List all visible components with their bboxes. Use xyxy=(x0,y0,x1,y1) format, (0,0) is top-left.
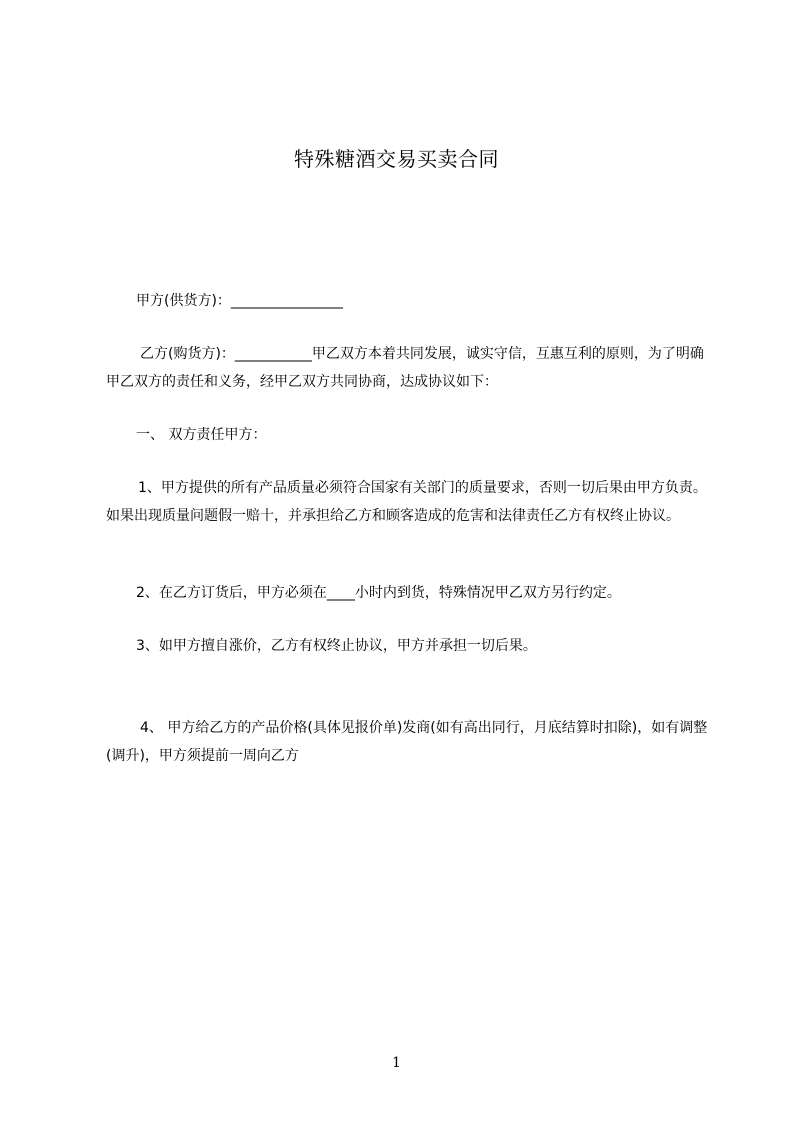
section-one-heading: 一、 双方责任甲方： xyxy=(136,427,267,443)
clause-4-paragraph: 4、 甲方给乙方的产品价格(具体见报价单)发商(如有高出同行，月底结算时扣除)，如有调整(调升)，甲方须提前一周向乙方 xyxy=(106,720,708,764)
clause-1-paragraph: 1、甲方提供的所有产品质量必须符合国家有关部门的质量要求，否则一切后果由甲方负责。如果出现质量问题假一赔十，并承担给乙方和顾客造成的危害和法律责任乙方有权终止协议。 xyxy=(106,480,707,524)
page-number: 1 xyxy=(392,1055,401,1071)
party-b-paragraph: 乙方(购货方)：___________甲乙双方本着共同发展，诚实守信，互惠互利的原则，为了明确甲乙双方的责任和义务，经甲乙双方共同协商，达成协议如下： xyxy=(106,346,704,390)
clause-3-paragraph: 3、如甲方擅自涨价，乙方有权终止协议，甲方并承担一切后果。 xyxy=(136,638,537,654)
clause-2-paragraph: 2、在乙方订货后，甲方必须在____小时内到货，特殊情况甲乙双方另行约定。 xyxy=(136,585,621,601)
document-title: 特殊糖酒交易买卖合同 xyxy=(294,147,499,171)
party-a-line: 甲方(供货方)：________________ xyxy=(136,293,343,309)
